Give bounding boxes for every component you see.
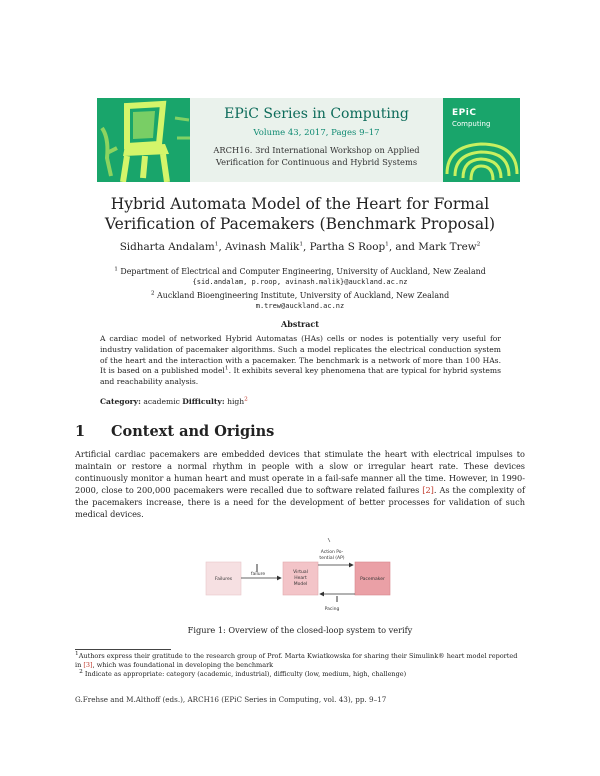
footnote-rule <box>75 649 171 650</box>
affil-number: 1 <box>114 266 118 273</box>
paper-title <box>60 194 540 234</box>
logo-computing-text: Computing <box>452 120 491 128</box>
paragraph-text: . As the complexity of the pacemakers increase, there is a need for the development of better processes for validation of such medical devices. <box>75 485 525 519</box>
affil-text: Auckland Bioengineering Institute, University of Auckland, New Zealand <box>157 291 450 300</box>
workshop-line-1: ARCH16. 3rd International Workshop on Applied <box>213 145 420 155</box>
footnote-2 <box>75 670 525 679</box>
affil-text: Department of Electrical and Computer Engineering, University of Auckland, New Zealand <box>120 267 486 276</box>
figure-caption: Figure 1: Overview of the closed-loop system to verify <box>187 625 413 635</box>
affiliation-1 <box>60 266 540 288</box>
category-label: Category: <box>100 397 141 406</box>
author-list <box>60 241 540 253</box>
abstract-heading: Abstract <box>281 319 319 329</box>
abstract-text <box>100 334 501 388</box>
ap-label-2: tential (AP) <box>319 556 345 561</box>
author-affil-mark: 1 <box>299 241 304 248</box>
series-title: EPiC Series in Computing <box>224 106 409 122</box>
volume-line: Volume 43, 2017, Pages 9–17 <box>253 128 380 138</box>
footnote-mark[interactable]: 2 <box>244 396 248 403</box>
epic-computing-logo <box>443 98 520 182</box>
author-affil-mark: 1 <box>214 241 219 248</box>
author-name: Mark Trew <box>418 241 477 253</box>
author-name: Sidharta Andalam <box>119 241 215 253</box>
page-footer: G.Frehse and M.Althoff (eds.), ARCH16 (EPiC Series in Computing, vol. 43), pp. 9–17 <box>75 695 387 704</box>
section-paragraph <box>75 448 525 520</box>
failure-arrow-label: failure <box>250 572 266 577</box>
logo-epic-text: EPiC <box>452 108 477 118</box>
abstract-body: A cardiac model of networked Hybrid Automatas (HAs) cells or nodes is potentially very useful for industry validation of pacemaker algorithms. Such a model replicates the electrical conduction system of the heart and the interaction with a pacemaker. The benchmark is a network of more than 100 HAs. It is based on a published model <box>100 334 501 376</box>
failures-box-label: Failures <box>214 577 233 582</box>
workshop-info <box>190 144 443 168</box>
footnotes <box>75 652 525 678</box>
heart-box-label-2: Heart <box>294 576 307 581</box>
workshop-line-2: Verification for Continuous and Hybrid Systems <box>215 157 418 167</box>
ap-label-1: Action Po- <box>320 550 344 555</box>
chair-logo <box>97 98 190 182</box>
figure-closed-loop-diagram <box>180 538 420 620</box>
citation-link[interactable]: [2] <box>422 485 434 495</box>
difficulty-value: high <box>227 397 245 406</box>
tick-mark <box>328 538 330 542</box>
footnote-text: Indicate as appropriate: category (academic, industrial), difficulty (low, medium, high, challenge) <box>84 669 407 678</box>
affil-email: {sid.andalam, p.roop, avinash.malik}@auckland.ac.nz <box>192 278 408 286</box>
chair-icon <box>97 98 190 182</box>
affil-email: m.trew@auckland.ac.nz <box>255 302 345 310</box>
footnote-number: 2 <box>79 668 83 675</box>
pacing-label: Pacing <box>324 607 340 612</box>
author-name: Partha S Roop <box>309 241 386 253</box>
footnote-number: 1 <box>75 650 79 657</box>
author-separator: , and <box>388 241 419 253</box>
abstract-body-end: . It exhibits several key phenomena that are typical for hybrid systems and reachability analysis. <box>100 366 501 387</box>
pacemaker-box-label: Pacemaker <box>360 577 385 582</box>
affiliation-2 <box>60 290 540 312</box>
footnote-text: , which was foundational in developing the benchmark <box>92 660 274 669</box>
category-value: academic <box>143 397 180 406</box>
heart-box-label-1: Virtual <box>293 570 308 575</box>
category-line <box>100 397 501 406</box>
footnote-text: Authors express their gratitude to the research group of Prof. Marta Kwiatkowska for sharing their Simulink® heart model reported in <box>75 652 518 669</box>
section-title: Context and Origins <box>111 423 275 440</box>
title-line-1: Hybrid Automata Model of the Heart for Formal <box>110 195 490 213</box>
section-heading <box>75 423 525 440</box>
author-affil-mark: 2 <box>476 241 481 248</box>
heart-box-label-3: Model <box>293 582 308 587</box>
footnote-mark: 1 <box>224 365 229 372</box>
title-line-2: Verification of Pacemakers (Benchmark Proposal) <box>104 215 496 233</box>
citation-link[interactable]: [3] <box>83 660 93 669</box>
author-separator: , <box>218 241 226 253</box>
difficulty-label: Difficulty: <box>182 397 225 406</box>
affil-number: 2 <box>150 290 155 297</box>
author-separator: , <box>303 241 310 253</box>
paragraph-text: Artificial cardiac pacemakers are embedded devices that stimulate the heart with electrical impulses to maintain or restore a normal rhythm in people with a slow or irregular heart rate. These devices continuously monitor a human heart and must operate in a fail-safe manner all the time. However, in 1990-2000, close to 200,000 pacemakers were recalled due to software related failures <box>75 449 525 495</box>
author-affil-mark: 1 <box>385 241 389 248</box>
footnote-1 <box>75 652 525 670</box>
author-name: Avinash Malik <box>225 241 300 253</box>
section-number: 1 <box>75 423 86 440</box>
